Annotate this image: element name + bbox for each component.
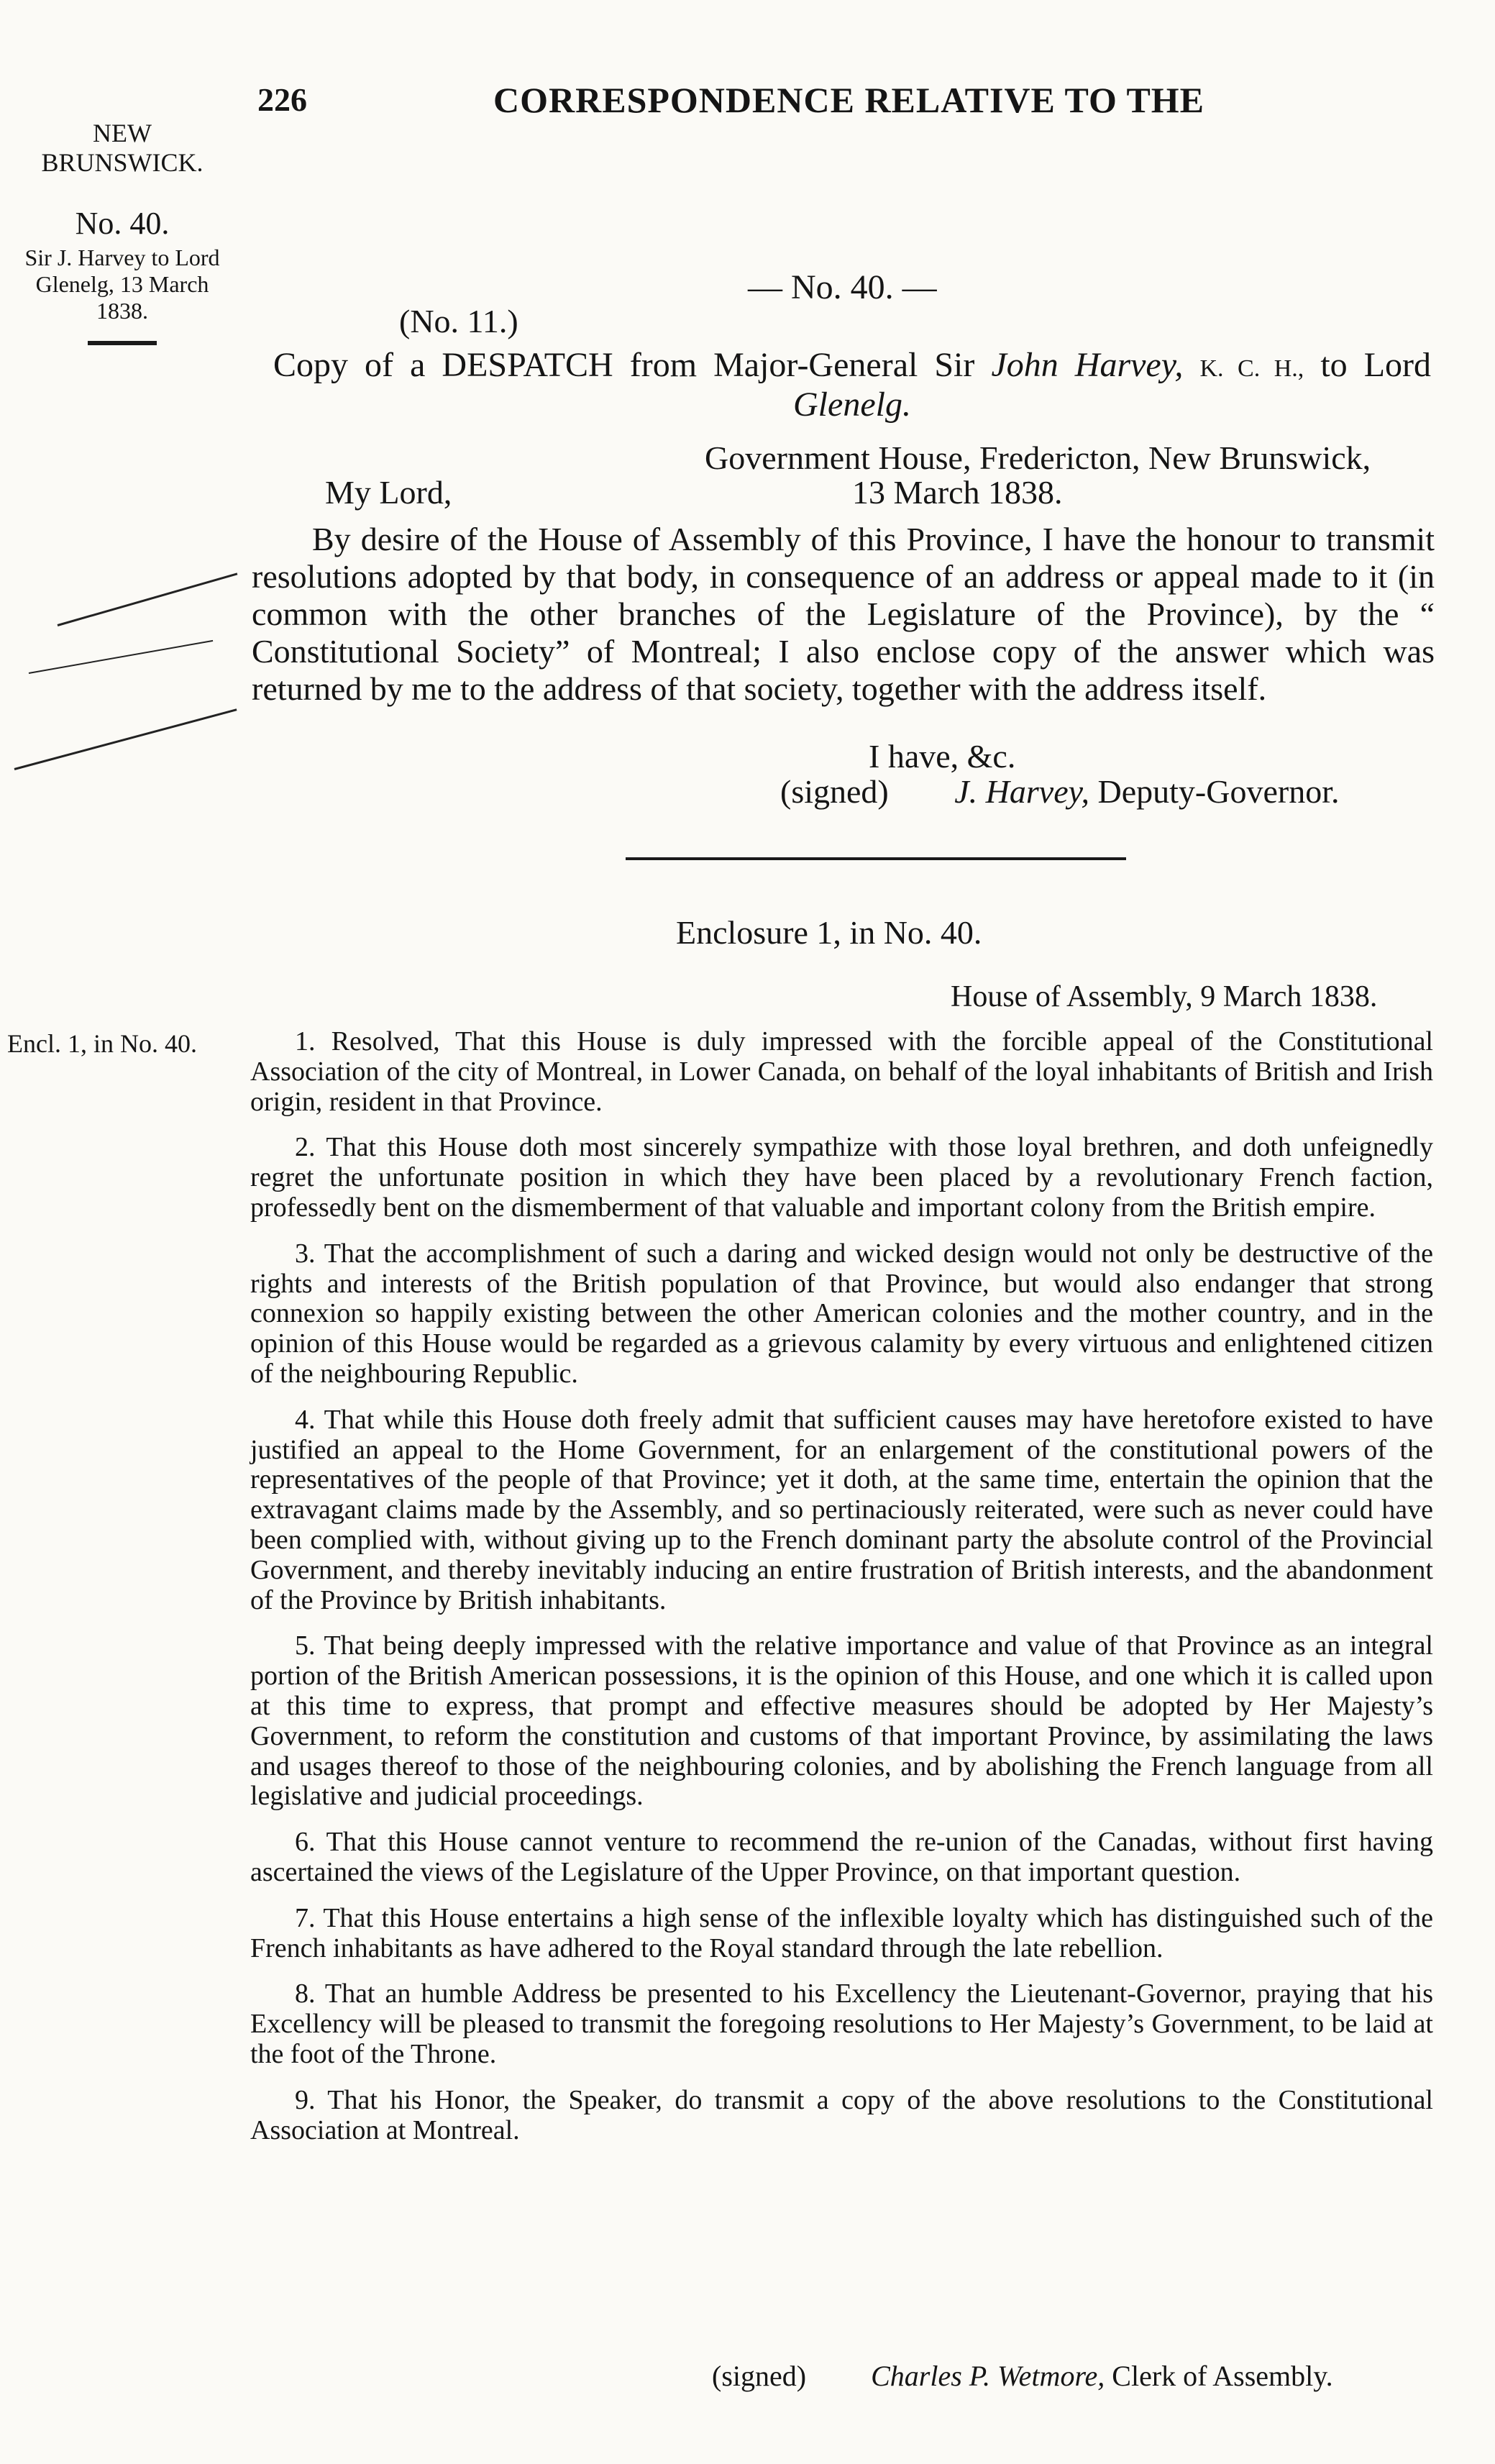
enclosure-signed-label: (signed) — [712, 2360, 807, 2392]
enclosure-signature — [712, 2359, 1333, 2393]
margin-pen-stroke — [58, 572, 238, 626]
resolution: 7. That this House entertains a high sense of the inflexible loyalty which has distinguished such of the French inhabitants as have adhered to the Royal standard through the late rebellion. — [250, 1902, 1433, 1963]
signatory-title: Deputy-Governor. — [1097, 773, 1340, 810]
letter-closing: I have, &c. — [869, 738, 1016, 775]
signed-label: (signed) — [780, 773, 889, 810]
resolution: 3. That the accomplishment of such a daring and wicked design would not only be destructive of the rights and interests of the British population of that Province, but would also endanger that strong connexion so happily existing between the other American colonies and the mother country, and in the opinion of this House would be regarded as a grievous calamity by every virtuous and enlightened citizen of the neighbouring Republic. — [250, 1238, 1433, 1389]
section-divider — [626, 857, 1126, 860]
letter-body: By desire of the House of Assembly of this Province, I have the honour to transmit resolutions adopted by that body, in consequence of an address or appeal made to it (in common with the other branches of the Legislature of the Province), by the “ Constitutional Society” of Montreal; I also enclose copy of the answer which was returned by me to the address of that society, together with the address itself. — [252, 521, 1435, 707]
title-name-glenelg: Glenelg. — [793, 385, 911, 424]
resolution: 1. Resolved, That this House is duly impressed with the forcible appeal of the Constitutional Association of the city of Montreal, in Lower Canada, on behalf of the loyal inhabitants of British and Irish origin, resident in that Province. — [250, 1026, 1433, 1117]
resolution: 4. That while this House doth freely admit that sufficient causes may have heretofore existed to have justified an appeal to the Home Government, for an enlargement of the constitutional powers of the representatives of the people of that Province; yet it doth, at the same time, entertain the opinion that the extravagant claims made by the Assembly, and so pertinaciously reiterated, were such as never could have been complied with, without giving up to the French dominant party the absolute control of the Provincial Government, and thereby inevitably inducing an entire frustration of British interests, and the abandonment of the Province by British inhabitants. — [250, 1404, 1433, 1615]
margin-rule — [88, 341, 157, 345]
margin-pen-stroke — [14, 708, 237, 770]
enclosure-signatory-title: Clerk of Assembly. — [1112, 2360, 1333, 2392]
resolution: 8. That an humble Address be presented to his Excellency the Lieutenant-Governor, praying that his Excellency will be pleased to transmit the foregoing resolutions to Her Majesty’s Government, to be laid at the foot of the Throne. — [250, 1979, 1433, 2069]
signatory-name: J. Harvey, — [954, 773, 1090, 810]
margin-enclosure-note: Encl. 1, in No. 40. — [7, 1029, 197, 1058]
despatch-no: (No. 11.) — [399, 303, 518, 339]
resolutions-list — [250, 1027, 1433, 2161]
enclosure-heading: Enclosure 1, in No. 40. — [676, 914, 982, 951]
margin-number: No. 40. — [75, 206, 170, 241]
margin-province: NEW BRUNSWICK. — [41, 119, 204, 178]
resolution: 5. That being deeply impressed with the relative importance and value of that Province as an integral portion of the British American possessions, it is the opinion of this House, and one which it is called upon at this time to express, that prompt and effective measures should be adopted by Her Majesty’s Government, to reform the constitution and customs of that important Province, by assimilating the laws and usages thereof to those of the neighbouring colonies, and by abolishing the French language from all legislative and judicial proceedings. — [250, 1630, 1433, 1812]
resolution: 6. That this House cannot venture to recommend the re-union of the Canadas, without first having ascertained the views of the Legislature of the Upper Province, on that important question. — [250, 1827, 1433, 1887]
title-name-harvey: John Harvey, — [991, 346, 1184, 384]
salutation: My Lord, — [325, 474, 452, 511]
resolution: 2. That this House doth most sincerely sympathize with those loyal brethren, and doth unfeignedly regret the unfortunate position in which they have been placed by a revolutionary French faction, professedly bent on the dismemberment of that valuable and important colony from the British empire. — [250, 1132, 1433, 1223]
title-to: to Lord — [1320, 346, 1432, 384]
margin-from-to: Sir J. Harvey to Lord Glenelg, 13 March 1838. — [24, 245, 220, 324]
page-number: 226 — [257, 81, 307, 118]
despatch-place: Government House, Fredericton, New Brunswick, — [705, 439, 1371, 476]
enclosure-date-line: House of Assembly, 9 March 1838. — [951, 980, 1378, 1013]
despatch-date: 13 March 1838. — [852, 474, 1063, 511]
resolution: 9. That his Honor, the Speaker, do transmit a copy of the above resolutions to the Constitutional Association at Montreal. — [250, 2084, 1433, 2145]
enclosure-signatory-name: Charles P. Wetmore, — [871, 2360, 1105, 2392]
title-start: Copy of a DESPATCH from Major-General Sir — [273, 346, 975, 384]
despatch-title — [273, 345, 1431, 424]
running-title: CORRESPONDENCE RELATIVE TO THE — [493, 80, 1205, 120]
title-honours: K. C. H., — [1199, 355, 1304, 382]
despatch-number-heading: — No. 40. — — [748, 268, 937, 306]
letter-signature — [780, 772, 1340, 811]
margin-pen-stroke — [29, 640, 213, 674]
